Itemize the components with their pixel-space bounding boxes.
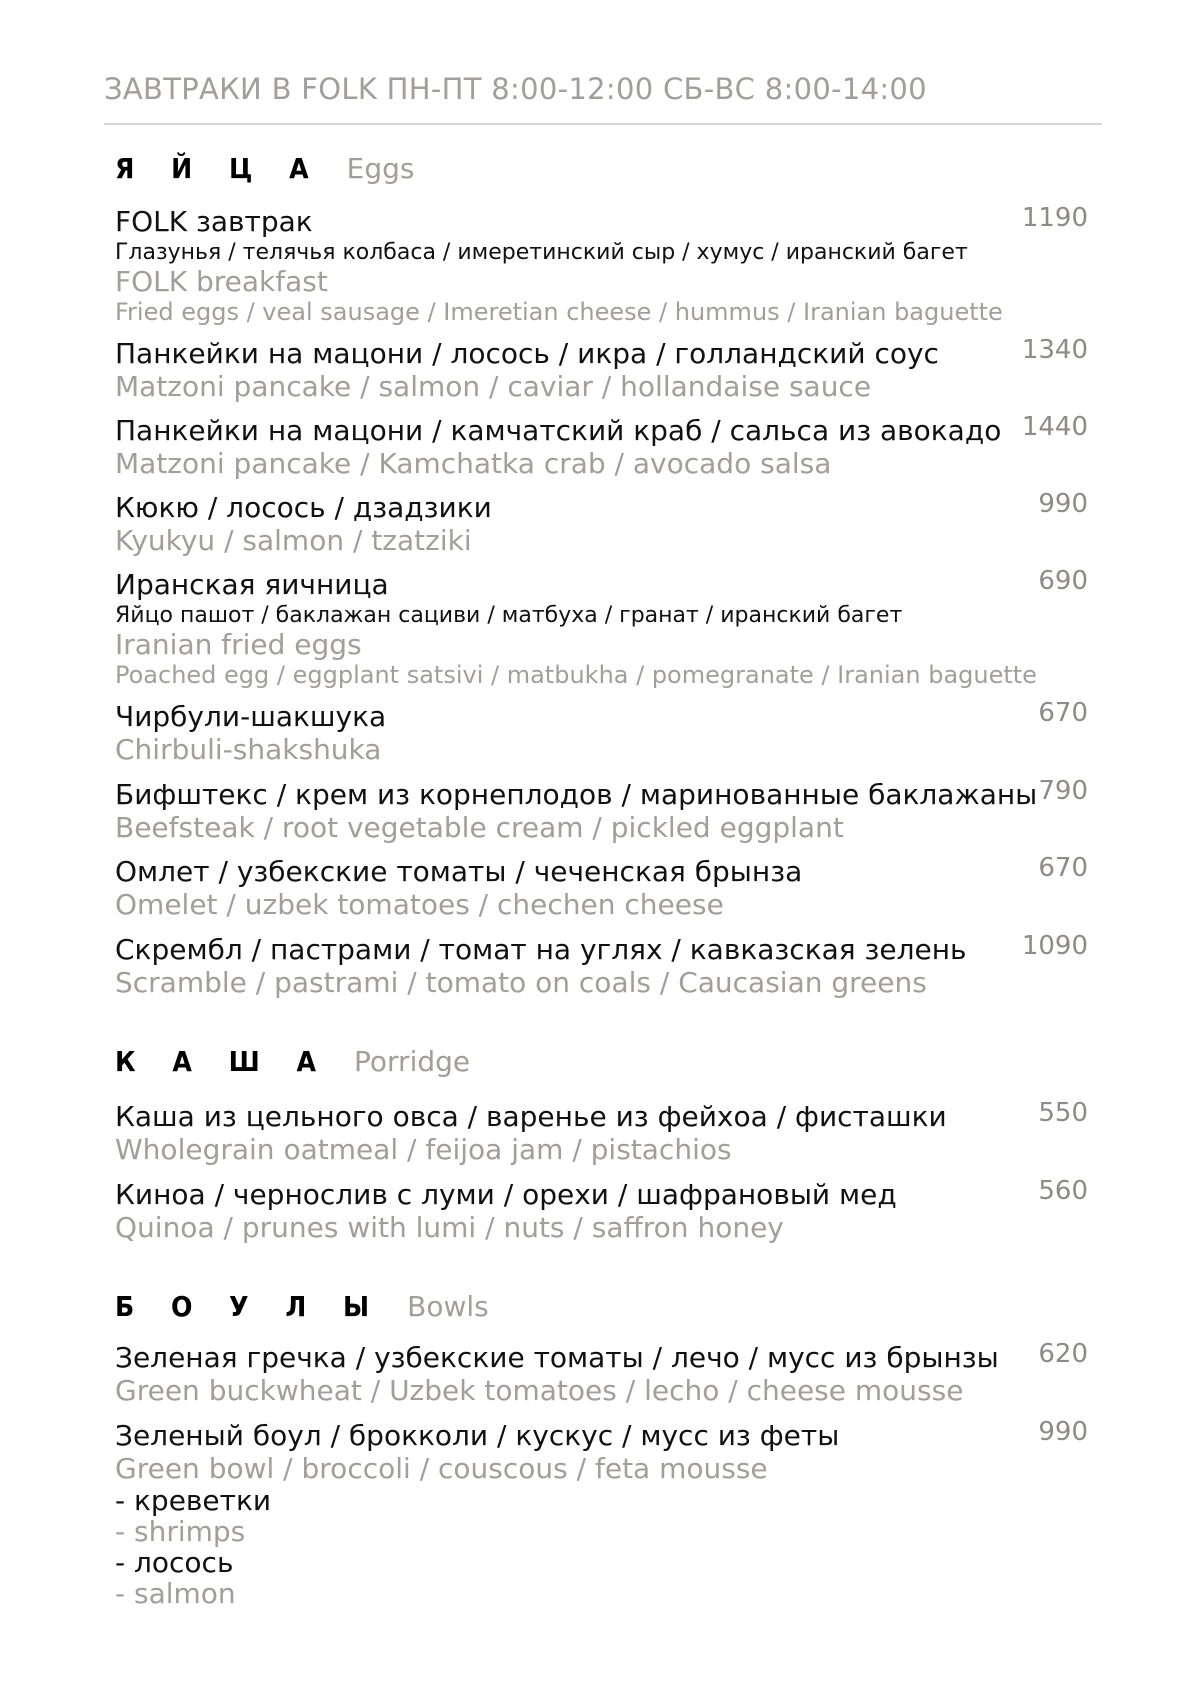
item-name-ru: Панкейки на мацони / лосось / икра / голландский соус [115, 337, 939, 370]
section-title-en: Porridge [354, 1045, 471, 1078]
menu-item [115, 205, 1095, 327]
item-desc-ru: Глазунья / телячья колбаса / имеретинский сыр / хумус / иранский багет [115, 240, 968, 265]
menu-item [115, 414, 1095, 480]
item-name-en: Chirbuli-shakshuka [115, 733, 382, 766]
item-name-ru: Панкейки на мацони / камчатский краб / сальса из авокадо [115, 414, 1002, 447]
item-name-ru: Иранская яичница [115, 568, 389, 601]
item-name-en: Scramble / pastrami / tomato on coals / Caucasian greens [115, 966, 927, 999]
item-price: 670 [1038, 853, 1088, 883]
item-name-ru: Омлет / узбекские томаты / чеченская брынза [115, 855, 803, 888]
item-name-ru: Каша из цельного овса / варенье из фейхоа / фисташки [115, 1100, 947, 1133]
section-title-ru: К А Ш А [115, 1045, 331, 1078]
item-name-en: Beefsteak / root vegetable cream / pickled eggplant [115, 811, 844, 844]
menu-item [115, 778, 1095, 844]
item-name-en: Matzoni pancake / Kamchatka crab / avocado salsa [115, 447, 832, 480]
item-price: 560 [1038, 1176, 1088, 1206]
item-name-en: Kyukyu / salmon / tzatziki [115, 524, 472, 557]
section-title-en: Bowls [407, 1290, 489, 1323]
section-porridge-title [115, 1045, 470, 1078]
item-price: 1190 [1021, 203, 1088, 233]
menu-item [115, 491, 1095, 557]
item-desc-ru: Яйцо пашот / баклажан сациви / матбуха / гранат / иранский багет [115, 603, 903, 628]
item-name-en: Green buckwheat / Uzbek tomatoes / lecho / cheese mousse [115, 1374, 964, 1407]
item-name-ru: Кюкю / лосось / дзадзики [115, 491, 492, 524]
section-title-en: Eggs [346, 152, 415, 185]
item-name-en: Green bowl / broccoli / couscous / feta mousse [115, 1452, 768, 1485]
item-name-ru: Чирбули-шакшука [115, 700, 387, 733]
item-price: 1440 [1021, 412, 1088, 442]
addon-name-en: - shrimps [115, 1515, 246, 1548]
section-bowls-title [115, 1290, 489, 1323]
addon-name-ru: - лосось [115, 1546, 234, 1579]
addon-name-en: - salmon [115, 1577, 236, 1610]
item-price: 1340 [1021, 335, 1088, 365]
item-price: 690 [1038, 566, 1088, 596]
item-price: 620 [1038, 1339, 1088, 1369]
menu-item [115, 1341, 1095, 1407]
menu-item [115, 337, 1095, 403]
item-name-en: Matzoni pancake / salmon / caviar / hollandaise sauce [115, 370, 872, 403]
item-name-en: Iranian fried eggs [115, 628, 362, 661]
header-divider [104, 123, 1102, 125]
item-name-ru: Киноа / чернослив с луми / орехи / шафрановый мед [115, 1178, 897, 1211]
menu-item [115, 855, 1095, 921]
item-name-en: Omelet / uzbek tomatoes / chechen cheese [115, 888, 724, 921]
menu-item [115, 1419, 1095, 1609]
item-name-ru: Бифштекс / крем из корнеплодов / маринованные баклажаны [115, 778, 1038, 811]
item-price: 550 [1038, 1098, 1088, 1128]
item-name-ru: Скрембл / пастрами / томат на углях / кавказская зелень [115, 933, 967, 966]
item-price: 790 [1038, 776, 1088, 806]
section-eggs-title [115, 152, 414, 185]
item-price: 670 [1038, 698, 1088, 728]
item-name-ru: Зеленый боул / брокколи / кускус / мусс из феты [115, 1419, 840, 1452]
menu-item [115, 700, 1095, 766]
item-desc-en: Fried eggs / veal sausage / Imeretian cheese / hummus / Iranian baguette [115, 298, 1003, 326]
item-name-ru: FOLK завтрак [115, 205, 313, 238]
item-name-ru: Зеленая гречка / узбекские томаты / лечо / мусс из брынзы [115, 1341, 999, 1374]
item-name-en: Quinoa / prunes with lumi / nuts / saffron honey [115, 1211, 784, 1244]
menu-item [115, 933, 1095, 999]
section-title-ru: Б О У Л Ы [115, 1290, 384, 1323]
item-desc-en: Poached egg / eggplant satsivi / matbukha / pomegranate / Iranian baguette [115, 661, 1037, 689]
item-name-en: FOLK breakfast [115, 265, 328, 298]
menu-header: ЗАВТРАКИ В FOLK ПН-ПТ 8:00-12:00 СБ-ВС 8:00-14:00 [104, 72, 927, 106]
menu-item [115, 568, 1095, 690]
item-name-en: Wholegrain oatmeal / feijoa jam / pistachios [115, 1133, 732, 1166]
section-title-ru: Я Й Ц А [115, 152, 323, 185]
item-price: 1090 [1021, 931, 1088, 961]
item-price: 990 [1038, 1417, 1088, 1447]
menu-item [115, 1178, 1095, 1244]
menu-item [115, 1100, 1095, 1166]
item-price: 990 [1038, 489, 1088, 519]
addon-name-ru: - креветки [115, 1484, 272, 1517]
